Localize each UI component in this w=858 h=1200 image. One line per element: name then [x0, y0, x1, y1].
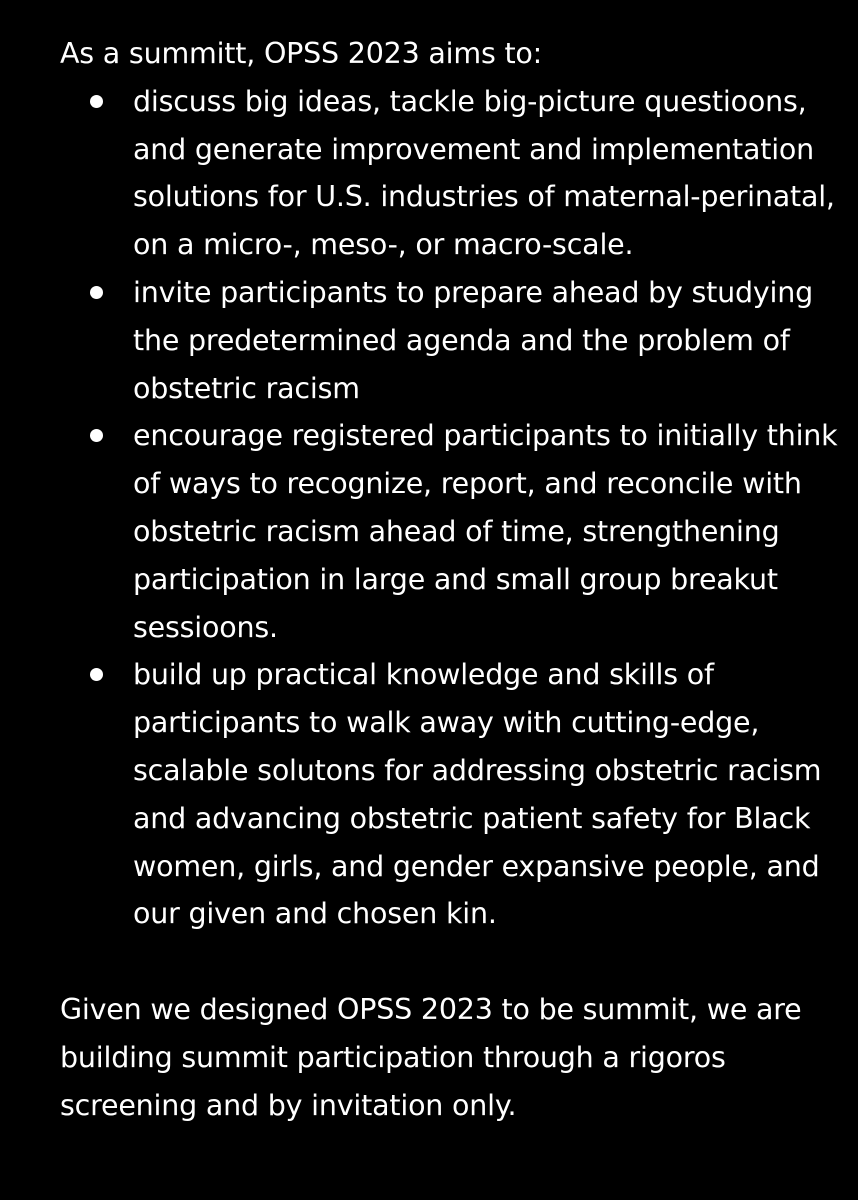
aim-text: encourage registered participants to initially think of ways to recognize, report, and reconcile with obstetric racism ahead of time, strengthening participation in large and small group breakut sessioons.: [133, 419, 838, 644]
aim-text: invite participants to prepare ahead by studying the predetermined agenda and the problem of obstetric racism: [133, 275, 814, 405]
outro-text: Given we designed OPSS 2023 to be summit, we are building summit participation through a rigoros screening and by invitation only.: [60, 993, 802, 1122]
aims-list: [60, 78, 840, 938]
intro-text: As a summitt, OPSS 2023 aims to:: [60, 37, 543, 70]
aim-item-2: [60, 269, 840, 412]
aim-item-3: [60, 412, 840, 651]
aim-text: build up practical knowledge and skills of participants to walk away with cutting-edge, scalable solutons for addressing obstetric racism and advancing obstetric patient safety for Black women, girls, and gender expansive people, and our given and chosen kin.: [133, 658, 822, 931]
aim-item-1: [60, 78, 840, 269]
bullet-icon: [90, 286, 103, 299]
bullet-icon: [90, 429, 103, 442]
aim-text: discuss big ideas, tackle big-picture questioons, and generate improvement and implementation solutions for U.S. industries of maternal-perinatal, on a micro-, meso-, or macro-scale.: [133, 84, 835, 262]
bullet-icon: [90, 95, 103, 108]
bullet-icon: [90, 668, 103, 681]
aim-item-4: [60, 651, 840, 938]
document-body: [60, 30, 840, 1130]
